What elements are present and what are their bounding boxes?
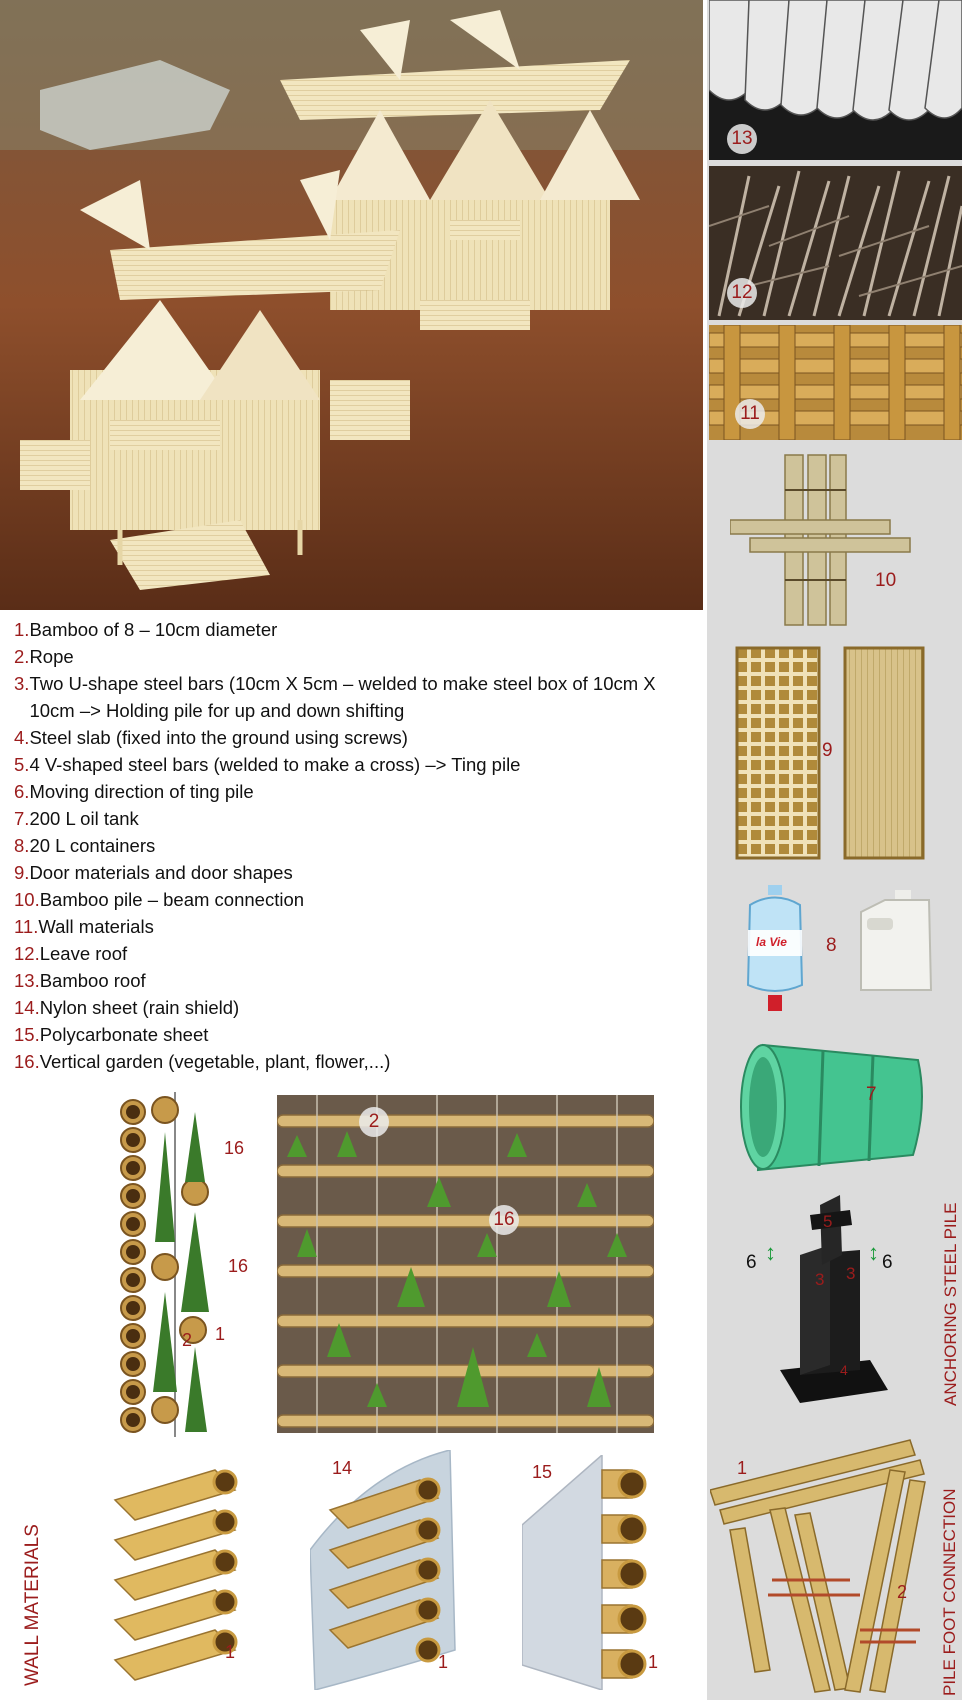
garden-front-2-label: 2 [359,1107,389,1137]
garden-front-photo [277,1095,654,1433]
leave-roof-label: 12 [727,278,757,308]
pile-beam-connection [730,450,930,630]
bamboo-roof-photo [709,0,962,160]
direction-left-arrow-icon: ↕ [765,1240,776,1265]
garden-side-16b-label: 16 [228,1256,249,1276]
wall-a-1-label: 1 [225,1642,236,1662]
steel-slab-label: 4 [840,1362,848,1378]
foot-rope-label: 2 [897,1582,908,1602]
wall-materials-caption: WALL MATERIALS [22,1524,43,1686]
wall-materials-label: 11 [735,399,765,429]
pile-foot-caption: PILE FOOT CONNECTION [940,1488,959,1696]
legend-item: 7. 200 L oil tank [14,808,139,829]
legend-item: 2. Rope [14,646,74,667]
anchoring-caption: ANCHORING STEEL PILE [941,1202,960,1406]
legend-item: 4. Steel slab (fixed into the ground using screws) [14,727,408,748]
water-bottle-brand: la Vie [756,935,787,949]
garden-side-2-label: 2 [182,1330,193,1350]
legend-item: 15. Polycarbonate sheet [14,1024,209,1045]
oil-tank-label: 7 [866,1084,877,1105]
house-model-photo [0,0,703,610]
direction-right-label: 6 [882,1252,893,1273]
pile-beam-label: 10 [875,570,897,591]
wall-sample-polycarbonate [522,1455,657,1690]
garden-side-section [115,1092,225,1437]
legend-list [14,616,704,1075]
containers-label: 8 [826,935,837,956]
leave-roof-photo [709,166,962,320]
direction-left-label: 6 [746,1252,757,1273]
woven-wall-photo [709,325,962,440]
oil-tank [733,1035,933,1175]
jerry-can [855,890,935,995]
legend-item: 14. Nylon sheet (rain shield) [14,997,240,1018]
bamboo-roof-label: 13 [727,124,757,154]
garden-side-16a-label: 16 [224,1138,245,1158]
garden-front-16-label: 16 [489,1205,519,1235]
legend-item: 1. Bamboo of 8 – 10cm diameter [14,619,278,640]
u-bar-left-label: 3 [815,1270,825,1289]
legend-item: 16. Vertical garden (vegetable, plant, flower,...) [14,1051,391,1072]
door-label: 9 [822,740,833,761]
legend-item: 6. Moving direction of ting pile [14,781,254,802]
ting-pile-label: 5 [823,1212,833,1231]
legend-item: 12. Leave roof [14,943,128,964]
wall-b-1-label: 1 [438,1652,449,1672]
u-bar-right-label: 3 [846,1264,856,1283]
water-bottle [740,885,810,1015]
direction-right-arrow-icon: ↕ [868,1240,879,1265]
legend-item: 5. 4 V-shaped steel bars (welded to make a cross) –> Ting pile [14,754,521,775]
legend-item: 10. Bamboo pile – beam connection [14,889,305,910]
legend-item: 3. Two U-shape steel bars (10cm X 5cm – welded to make steel box of 10cm X 10cm –> Holding pile for up and down shifting [14,673,656,721]
foot-bamboo-label: 1 [737,1458,748,1478]
garden-side-1-label: 1 [215,1324,226,1344]
legend-item: 9. Door materials and door shapes [14,862,293,883]
legend-item: 13. Bamboo roof [14,970,146,991]
wall-c-15-label: 15 [532,1462,553,1482]
wall-b-14-label: 14 [332,1458,353,1478]
legend-item: 8. 20 L containers [14,835,156,856]
legend-item: 11. Wall materials [14,916,154,937]
wall-c-1-label: 1 [648,1652,659,1672]
